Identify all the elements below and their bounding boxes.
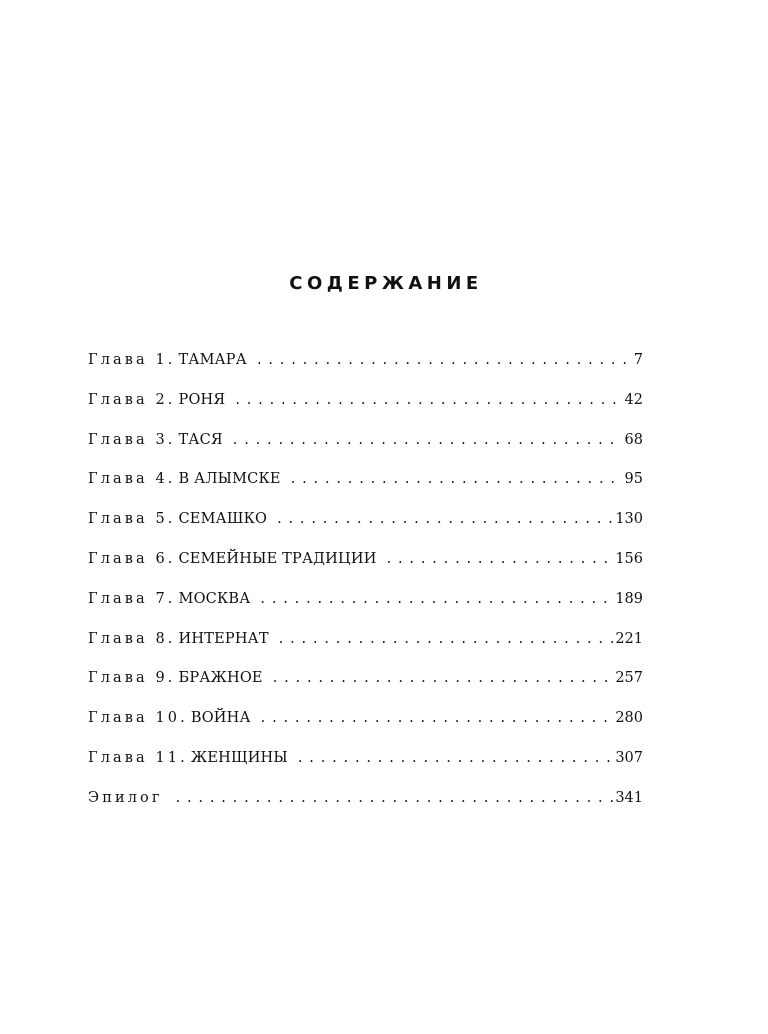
toc-entry-1[interactable] — [88, 349, 643, 389]
page-number: 221 — [615, 630, 643, 647]
toc-entry-6[interactable] — [88, 548, 643, 588]
dot-leader — [235, 389, 620, 411]
chapter-prefix: Глава 9. — [88, 670, 176, 687]
toc-entry-9[interactable] — [88, 667, 643, 707]
chapter-title: ТАСЯ — [178, 431, 223, 448]
page-number: 130 — [615, 511, 643, 528]
toc-entry-4[interactable] — [88, 468, 643, 508]
chapter-title: МОСКВА — [178, 590, 251, 607]
chapter-prefix: Эпилог — [88, 789, 163, 806]
dot-leader — [176, 787, 616, 809]
page-number: 307 — [615, 749, 643, 766]
dot-leader — [279, 628, 616, 650]
dot-leader — [260, 588, 615, 610]
chapter-title: СЕМЕЙНЫЕ ТРАДИЦИИ — [178, 550, 377, 567]
chapter-title: ВОЙНА — [190, 710, 251, 727]
dot-leader — [273, 667, 616, 689]
page-number: 280 — [615, 710, 643, 727]
chapter-prefix: Глава 8. — [88, 630, 176, 647]
chapter-title: РОНЯ — [178, 391, 226, 408]
toc-entry-2[interactable] — [88, 389, 643, 429]
dot-leader — [257, 349, 630, 371]
toc-entry-10[interactable] — [88, 707, 643, 747]
dot-leader — [387, 548, 616, 570]
toc-entry-8[interactable] — [88, 628, 643, 668]
chapter-title: СЕМАШКО — [178, 511, 268, 528]
chapter-prefix: Глава 1. — [88, 352, 176, 368]
page-number: 156 — [615, 550, 643, 567]
chapter-title: В АЛЫМСКЕ — [178, 471, 281, 488]
chapter-prefix: Глава 2. — [88, 391, 176, 408]
page-number: 189 — [615, 590, 643, 607]
chapter-prefix: Глава 5. — [88, 511, 176, 528]
chapter-prefix: Глава 6. — [88, 550, 176, 567]
dot-leader — [277, 508, 615, 530]
dot-leader — [298, 747, 615, 769]
chapter-title: ТАМАРА — [178, 352, 247, 368]
chapter-prefix: Глава 4. — [88, 471, 176, 488]
toc-entry-11[interactable] — [88, 747, 643, 787]
chapter-title: БРАЖНОЕ — [178, 670, 263, 687]
chapter-title: ЖЕНЩИНЫ — [190, 749, 288, 766]
dot-leader — [261, 707, 616, 729]
dot-leader — [291, 468, 621, 490]
page-number: 257 — [615, 670, 643, 687]
dot-leader — [233, 429, 621, 451]
chapter-prefix: Глава 7. — [88, 590, 176, 607]
page-title: СОДЕРЖАНИЕ — [289, 273, 483, 295]
page-number: 42 — [624, 391, 643, 408]
page-number: 68 — [624, 431, 643, 448]
page-number: 95 — [624, 471, 643, 488]
toc-entry-3[interactable] — [88, 429, 643, 469]
table-of-contents — [88, 349, 643, 827]
page-number: 7 — [633, 352, 643, 368]
toc-entry-epilogue[interactable] — [88, 787, 643, 827]
chapter-title: ИНТЕРНАТ — [178, 630, 269, 647]
chapter-prefix: Глава 3. — [88, 431, 176, 448]
toc-entry-7[interactable] — [88, 588, 643, 628]
toc-entry-5[interactable] — [88, 508, 643, 548]
page-number: 341 — [615, 789, 643, 806]
chapter-prefix: Глава 11. — [88, 749, 188, 766]
chapter-prefix: Глава 10. — [88, 710, 188, 727]
